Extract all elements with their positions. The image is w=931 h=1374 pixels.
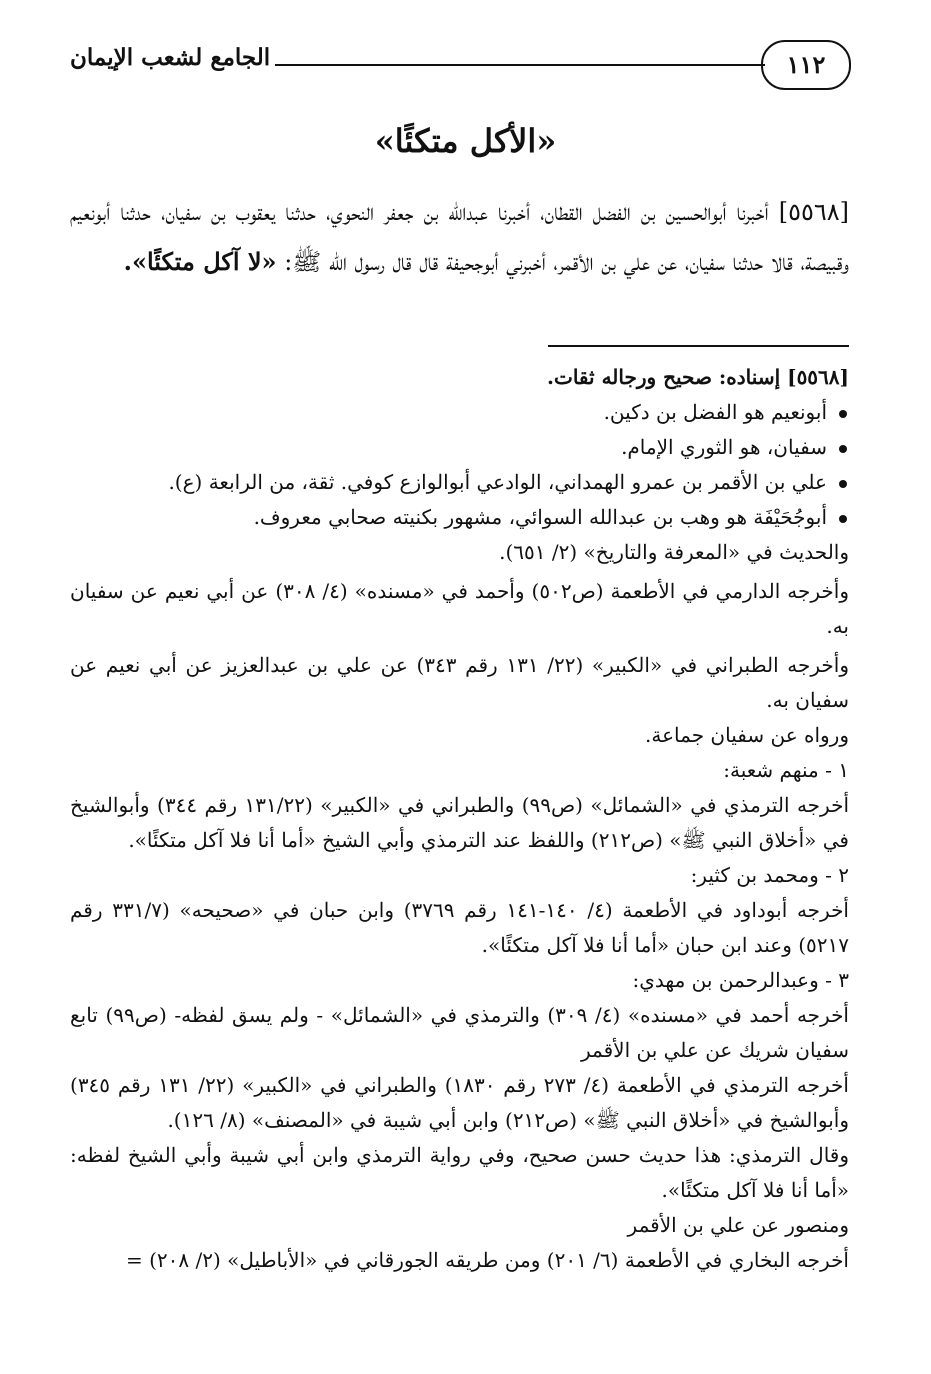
page-number: ١١٢ xyxy=(761,40,851,90)
chapter-title: «الأكل متكئًا» xyxy=(374,122,557,160)
narrator-item: سفيان، هو الثوري الإمام. xyxy=(70,430,849,465)
narrator-list xyxy=(70,395,849,535)
footnote-paragraph: وأخرجه الطبراني في «الكبير» (٢٢/ ١٣١ رقم ٣٤٣) عن علي بن عبدالعزيز عن أبي نعيم عن سفيان به. xyxy=(70,653,849,712)
footnote-paragraph: وقال الترمذي: هذا حديث حسن صحيح، وفي رواية الترمذي وابن أبي شيبة وأبي الشيخ لفظه: «أما أنا فلا آكل متكئًا». xyxy=(70,1143,849,1202)
footnote-paragraph: ورواه عن سفيان جماعة. xyxy=(645,723,849,747)
footnote-paragraph: أخرجه الترمذي في «الشمائل» (ص٩٩) والطبراني في «الكبير» (١٣١/٢٢ رقم ٣٤٤) وأبوالشيخ في «أخلاق النبي ﷺ» (ص٢١٢) واللفظ عند الترمذي وأبي الشيخ «أما أنا فلا آكل متكئًا». xyxy=(70,793,849,852)
footnote-paragraph: أخرجه الترمذي في الأطعمة (٤/ ٢٧٣ رقم ١٨٣٠) والطبراني في «الكبير» (٢٢/ ١٣١ رقم ٣٤٥) وأبوالشيخ في «أخلاق النبي ﷺ» (ص٢١٢) وابن أبي شيبة في «المصنف» (٨/ ١٢٦). xyxy=(70,1073,849,1132)
narrator-item: علي بن الأقمر بن عمرو الهمداني، الوادعي أبوالوازع كوفي. ثقة، من الرابعة (ع). xyxy=(70,465,849,500)
footnote-paragraph: أخرجه أحمد في «مسنده» (٤/ ٣٠٩) والترمذي في «الشمائل» - ولم يسق لفظه- (ص٩٩) تابع سفيان شريك عن علي بن الأقمر xyxy=(70,1003,849,1062)
hadith-number: [٥٥٦٨] xyxy=(778,198,849,226)
header-rule xyxy=(275,64,765,66)
narrator-item: أبوجُحَيْفَة هو وهب بن عبدالله السوائي، مشهور بكنيته صحابي معروف. xyxy=(70,500,849,535)
footnote-paragraph: وأخرجه الدارمي في الأطعمة (ص٥٠٢) وأحمد في «مسنده» (٤/ ٣٠٨) عن أبي نعيم عن سفيان به. xyxy=(70,579,849,638)
hadith-quote: «لا آكل متكئًا». xyxy=(123,247,277,276)
footnote-paragraph: ٢ - ومحمد بن كثير: xyxy=(690,863,849,887)
page-header xyxy=(70,40,851,96)
footnote-paragraph: ٣ - وعبدالرحمن بن مهدي: xyxy=(632,968,849,992)
book-title: الجامع لشعب الإيمان xyxy=(70,44,271,71)
footnote-paragraph: أخرجه أبوداود في الأطعمة (٤/ ١٤٠-١٤١ رقم ٣٧٦٩) وابن حبان في «صحيحه» (٣٣١/٧ رقم ٥٢١٧) وعند ابن حبان «أما أنا فلا آكل متكئًا». xyxy=(70,898,849,957)
hadith-text xyxy=(70,188,849,287)
footnote-paragraph: والحديث في «المعرفة والتاريخ» (٢/ ٦٥١). xyxy=(499,540,849,564)
footnote-lead: [٥٥٦٨] إسناده: صحيح ورجاله ثقات. xyxy=(547,365,849,389)
footnote-paragraph: ومنصور عن علي بن الأقمر xyxy=(627,1213,849,1237)
narrator-item: أبونعيم هو الفضل بن دكين. xyxy=(70,395,849,430)
hadith-body: أخبرنا أبوالحسين بن الفضل القطان، أخبرنا عبدالله بن جعفر النحوي، حدثنا يعقوب بن سفيان، حدثنا أبونعيم وقبيصة، قالا حدثنا سفيان، عن علي بن الأقمر، أخبرني أبوجحيفة قال قال رسول الله ﷺ: xyxy=(70,198,849,276)
footnote-separator xyxy=(548,345,849,347)
footnote-paragraph: ١ - منهم شعبة: xyxy=(723,758,849,782)
footnote-paragraph: أخرجه البخاري في الأطعمة (٦/ ٢٠١) ومن طريقه الجورقاني في «الأباطيل» (٢/ ٢٠٨) = xyxy=(125,1248,849,1272)
footnotes xyxy=(70,360,849,1278)
